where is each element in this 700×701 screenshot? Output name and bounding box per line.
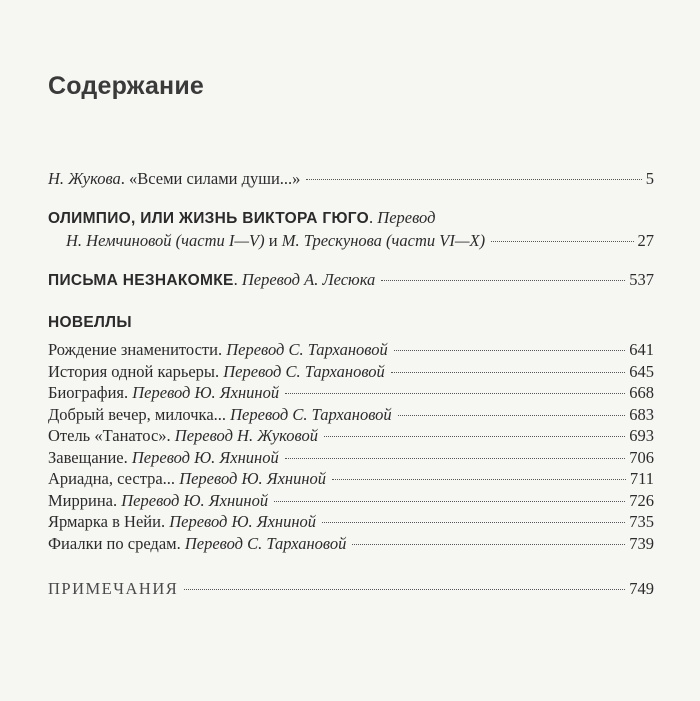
page-number: 706 [629, 447, 654, 467]
toc-entry-novella[interactable] [48, 405, 654, 425]
translator-conjunction: и [264, 231, 282, 250]
entry-title: Ариадна, сестра... [48, 469, 176, 488]
dot-leader [274, 501, 625, 502]
page-number: 537 [629, 270, 654, 289]
toc-entry-olympio-line2[interactable] [66, 231, 654, 251]
toc-entry-olympio-line1[interactable] [48, 208, 654, 229]
toc-entry-novella[interactable]: Рождение знаменитости. Перевод С. Тархановой 641 [48, 340, 654, 359]
dot-leader [285, 458, 626, 459]
dot-leader [285, 393, 625, 394]
entry-separator: . [233, 270, 242, 289]
page-number: 726 [629, 490, 654, 510]
table-of-contents [48, 0, 654, 701]
dot-leader [324, 436, 625, 437]
entry-author: Н. Жукова [48, 169, 121, 188]
translator: Перевод С. Тархановой [226, 340, 388, 359]
toc-entry-letters[interactable] [48, 270, 654, 291]
page-number: 735 [629, 512, 654, 531]
toc-entry-preface[interactable] [48, 169, 654, 189]
toc-entry-novella[interactable]: Миррина. Перевод Ю. Яхниной 726 [48, 490, 654, 510]
dot-leader [491, 241, 633, 242]
translator: Перевод А. Лесюка [241, 270, 376, 289]
translator: Перевод С. Тархановой [230, 404, 392, 424]
page-number: 749 [629, 579, 654, 598]
toc-entry-novella[interactable]: Биография. Перевод Ю. Яхниной 668 [48, 383, 654, 402]
toc-entry-novella[interactable]: Завещание. Перевод Ю. Яхниной 706 [48, 447, 654, 467]
toc-entry-novella[interactable]: История одной карьеры. Перевод С. Тархановой 645 [48, 361, 654, 381]
dot-leader [306, 179, 641, 180]
section-title-olympio: ОЛИМПИО, ИЛИ ЖИЗНЬ ВИКТОРА ГЮГО [48, 210, 370, 227]
translator: Перевод Ю. Яхниной [121, 490, 269, 510]
page-number: 5 [645, 169, 654, 188]
page-title: Содержание [48, 72, 205, 100]
entry-title: История одной карьеры [48, 361, 216, 381]
toc-entry-novella[interactable]: Фиалки по средам. Перевод С. Тархановой 739 [48, 533, 654, 553]
page-number: 693 [629, 426, 654, 445]
translator: Перевод Ю. Яхниной [131, 447, 279, 467]
translator: Перевод С. Тархановой [184, 533, 347, 553]
dot-leader [398, 415, 626, 416]
translator: Перевод Н. Жуковой [174, 426, 318, 445]
section-heading-novellas [48, 313, 654, 333]
page-number: 27 [637, 231, 654, 250]
translator: Перевод С. Тархановой [223, 361, 385, 381]
entry-title: Ярмарка в Нейи [48, 512, 161, 531]
translator: Перевод Ю. Яхниной [179, 469, 327, 488]
page-number: 668 [629, 383, 654, 402]
section-title-letters: ПИСЬМА НЕЗНАКОМКЕ [48, 272, 234, 289]
dot-leader [184, 589, 625, 590]
entry-separator: . [369, 208, 378, 227]
entry-title: Добрый вечер, милочка... [48, 404, 227, 424]
entry-title: «Всеми силами души...» [129, 169, 301, 188]
section-title-novellas: НОВЕЛЛЫ [48, 314, 132, 331]
entry-title: Миррина [48, 490, 113, 510]
translator-a: Н. Немчиновой (части I—V) [66, 231, 265, 250]
translator-b: М. Трескунова (части VI—X) [281, 231, 486, 250]
page-number: 683 [629, 404, 654, 424]
toc-entry-novella[interactable] [48, 469, 654, 489]
dot-leader [352, 544, 625, 545]
toc-entry-novella[interactable]: Ярмарка в Нейи. Перевод Ю. Яхниной 735 [48, 512, 654, 531]
entry-title: Фиалки по средам [48, 533, 177, 553]
entry-title: Отель «Танатос» [48, 426, 167, 445]
entry-title: Рождение знаменитости [48, 340, 218, 359]
page-number: 645 [629, 361, 654, 381]
entry-title: Завещание [48, 447, 124, 467]
dot-leader [394, 350, 626, 351]
dot-leader [322, 522, 625, 523]
dot-leader [381, 280, 625, 281]
dot-leader [332, 479, 626, 480]
page-number: 641 [629, 340, 654, 359]
entry-separator: . [120, 169, 130, 188]
dot-leader [391, 372, 625, 373]
translator-label: Перевод [377, 208, 436, 227]
page-number: 711 [629, 469, 654, 488]
section-title-notes: ПРИМЕЧАНИЯ [48, 579, 179, 598]
page-number: 739 [629, 533, 654, 553]
translator: Перевод Ю. Яхниной [132, 383, 280, 402]
toc-entry-notes[interactable] [48, 579, 654, 599]
entry-title: Биография [48, 383, 125, 402]
toc-entry-novella[interactable]: Отель «Танатос». Перевод Н. Жуковой 693 [48, 426, 654, 445]
translator: Перевод Ю. Яхниной [169, 512, 317, 531]
